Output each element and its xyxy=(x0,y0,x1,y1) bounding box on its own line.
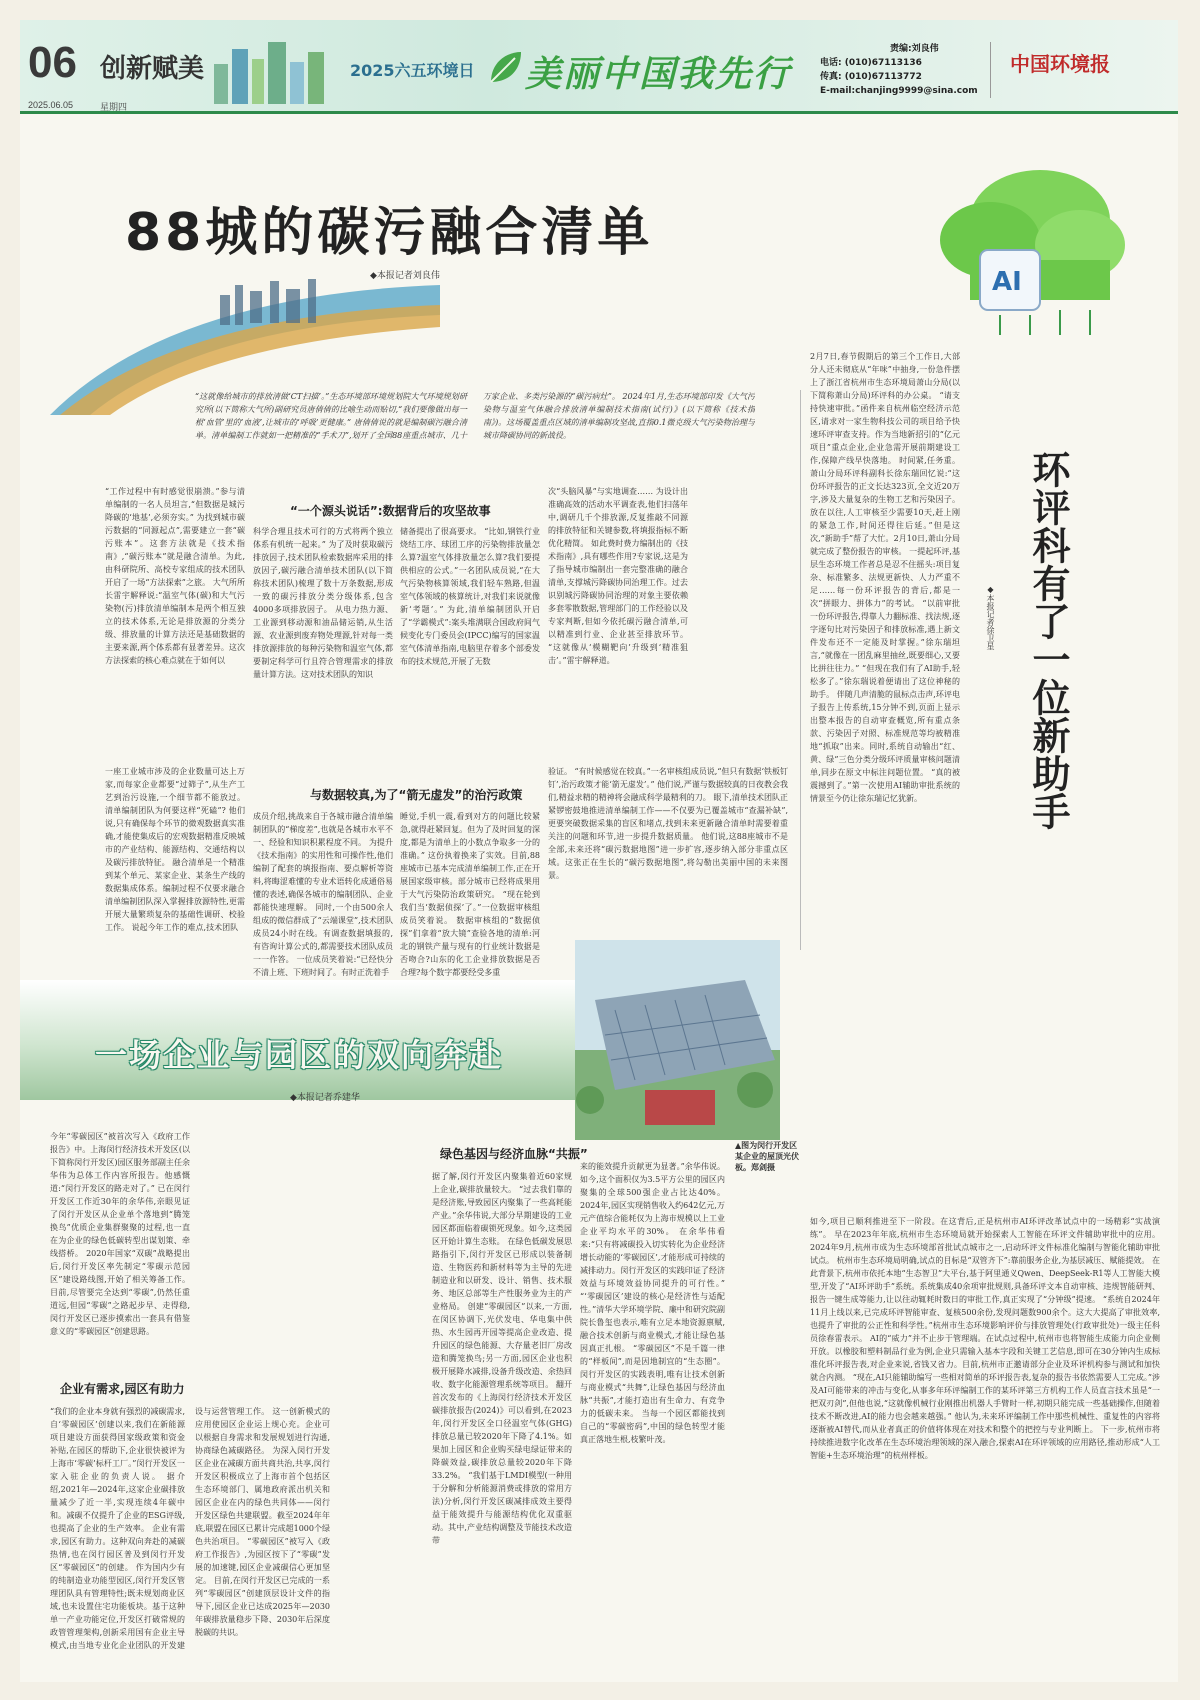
masthead xyxy=(20,20,1178,114)
masthead-divider xyxy=(990,42,991,98)
article1-headline: 88城的碳污融合清单 xyxy=(125,203,654,263)
newspaper-page xyxy=(20,20,1178,1682)
column-title: 美丽中国我先行 xyxy=(525,53,792,95)
phone-line: 电话: (010)67113136 xyxy=(820,58,922,68)
industrial-park-photo xyxy=(575,940,780,1140)
article1-col1: “工作过程中有时感觉很崩溃。”参与清单编制的一名人员坦言,“但数据是城污降碳的‘地基’,必须夯实。” 为找到城市碳污数据的“同源起点”,需要建立一套“碳污账本”。这套方法就是《技术指南》,“碳污账本”就是融合清单。为此,由科研院所、高校专家组成的技术团队开启了一场“方法探索”之旅。 大气所所长雷宇解释说:“温室气体(碳)和大气污染物(污)排放清单编制本是两个相互独立的技术体系,无论是排放源的分类分级、排放量的计算方法还是基础数据的主要来源,两个体系都有显著差异。这次方法探索的核心难点就在于如何以 xyxy=(105,487,245,665)
editor-line: 责编:刘良伟 xyxy=(890,44,939,54)
contact-block xyxy=(820,42,978,98)
column-rule xyxy=(800,390,801,950)
article3-headline: 一场企业与园区的双向奔赴 xyxy=(95,1036,504,1074)
article2-headline: 环评科有了一位新助手 xyxy=(1026,450,1070,830)
article1-col6: 成员介绍,挑战来自于各城市融合清单编制团队的“梯度差”,也就是各城市水平不一、经验和知识积累程度不同。 为提升《技术指南》的实用性和可操作性,他们编制了配套的填报指南、要点解析等资料,将晦涩难懂的专业术语转化成通俗易懂的表述,确保各城市的编制团队、企业都能快速理解。 同时,一个由500余人组成的微信群成了“云端课堂”,技术团队成员24小时在线。有调查数据填报的,有咨询计算公式的,都需要技术团队成员一一作答。 一位成员笑着说:“已经快分不清上班、下班时间了。有时正洗着手 xyxy=(253,812,393,977)
article3-col2: “我们的企业本身就有强烈的减碳需求,自‘零碳园区’创建以来,我们在新能源项目建设方面获得国家级政策和资金补贴,在园区的帮助下,企业很快被评为上海市‘零碳’标杆工厂。”闵行开发区一家入驻企业的负责人说。 据介绍,2021年—2024年,这家企业碳排放量减少了近一半,实现连续4年碳中和。减碳不仅提升了企业的ESG评级,也提高了企业的生产效率。 企业有需求,园区有助力。这种双向奔赴的减碳热情,也在闵行园区普及到闵行开发区“零碳园区”的创建。 作为国内少有的纯制造业功能型园区,闵行开发区管理团队具有管理特性;既未规划商业区域,也未设置住宅功能板块。基于这种单一产业功能定位,开发区打破常规的政管管理架构,创新采用国有企业主导模式,由当地专业化企业团队的开发建设与运营管理工作。 这一创新模式的应用使园区企业运上规心充。企业可以根据自身需求和发展规划进行沟通,协商绿色减碳路径。 为深入闵行开发区企业在减碳方面共商共治,共享,闵行开发区积极成立了上海市首个包括区生态环境部门、属地政府派出机关和园区企业在内的绿色共同体——闵行开发区绿色共建联盟。截至2024年年底,联盟在园区已累计完成超1000个绿色共治项目。 “零碳园区”被写入《政府工作报告》,为园区按下了“零碳”发展的加速键,园区企业减碳信心更加坚定。 目前,在闵行开发区已完成的一系列“零碳园区”创建顶层设计文件的指导下,园区企业已达成2025年—2030年碳排放量稳步下降、2030年后深度脱碳的共识。 xyxy=(50,1407,330,1650)
leaf-icon xyxy=(485,48,525,88)
email-line: E-mail:chanjing9999@sina.com xyxy=(820,86,978,96)
article3-subhead1: 企业有需求,园区有助力 xyxy=(60,1382,185,1396)
article2-byline: ◆本报记者徐卫星 xyxy=(986,585,995,650)
photo-caption: ▲图为闵行开发区某企业的屋顶光伏板。郑剑摄 xyxy=(735,1141,799,1172)
article1-subhead1: “一个源头说话”:数据背后的攻坚故事 xyxy=(290,504,491,518)
svg-text:AI: AI xyxy=(992,267,1022,297)
article1-col2: 科学合理且技术可行的方式将两个独立体系有机统一起来。” 为了及时获取碳污排放因子,技术团队检索数据库采用的排放因子,碳污融合清单技术团队(以下简称技术团队)梳理了数十万条数据,形成一致的碳污排放分类分级体系,包含4000多项排放因子。 从电力热力源、工业源到移动源和油品储运销,从生活源、农业源到废弃物处理源,针对每一类排放源排放的每种污染物和温室气体,都要制定科学可行且符合管理需求的排放量计算方法。这对技术团队的知识 xyxy=(253,527,393,679)
article1-subhead2: 与数据较真,为了“箭无虚发”的治污政策 xyxy=(310,788,523,802)
fax-line: 传真: (010)67113772 xyxy=(820,72,922,82)
article1-byline: ◆本报记者刘良伟 xyxy=(370,271,440,281)
article2-col1: 2月7日,春节假期后的第三个工作日,大部分人还未彻底从“年味”中抽身,一份急件摆上了浙江省杭州市生态环境局萧山分局(以下简称萧山分局)环评科的办公桌。 “请支持快速审批。”函件来自杭州临空经济示范区,请求对一家生物科技公司的项目给予快速环评审查支持。作为当地新招引的“亿元项目”重点企业,企业急需开展前期建设工作,保障产线早快落地。 时间紧,任务重。萧山分局环评科副科长徐东瑞回忆说:“这份环评报告的正文长达323页,全文近20万字,涉及大量复杂的生物工艺和污染因子。放在以往,人工审核至少需要10天,赶上刚的紧急工作,时间还得往后延。”但是这次,“新助手”帮了大忙。2月10日,萧山分局就完成了整份报告的审核。 一提起环评,基层生态环境工作者总是忍不住摇头:项目复杂、标准繁多、法规更新快、人力严重不足……每一份环评报告的背后,都是一次“拼眼力、拼体力”的考试。 “以前审批一份环评报告,得靠人力翻标准、找法规,逐字逐句比对污染因子和排放标准,遇上新文件发布还不一定能及时掌握。”徐东瑞坦言,“就像在一团乱麻里抽丝,既要细心,又要比拼往往力。” “但现在我们有了AI助手,轻松多了。”徐东瑞说着便请出了这位神秘的助手。 伴随几声清脆的鼠标点击声,环评电子报告上传系统,15分钟不到,页面上显示出整本报告的自动审查概览,所有重点条款、污染因子对照、标准规范等均被精准地“抓取”出来。同时,系统自动输出“红、黄、绿”三色分类分级环评质量审核问题清单,同步在原文中标注问题位置。 “真的被震撼到了。”第一次使用AI辅助审批系统的情景至今仍让徐东瑞记忆犹新。 xyxy=(810,352,960,803)
article1-lead: “这就像给城市的排放清做‘CT扫描’。”生态环境部环境规划院大气环境规划研究所(以下简称大气所)副研究员唐倩倩的比喻生动而贴切,“我们要像做出每一根‘血管’里的‘血液’,让城市的‘呼吸’更健康。” 唐倩倩说的就是编制碳污融合清单。清单编制工作就如一把精准的“手术刀”,划开了全国88座重点城市、几十万家企业、多类污染源的“碳污病灶”。 2024年1月,生态环境部印发《大气污染物与温室气体融合排放清单编制技术指南(试行)》(以下简称《技术指南》)。这场覆盖重点区域的清单编制攻坚战,直指0.1微克级大气污染物治理与城市降碳协同的新战役。 xyxy=(195,392,755,440)
column-tag: 2025六五环境日 xyxy=(350,61,475,80)
article1-col8: 验证。 “有时候感觉在较真。”一名审核组成员说,“但只有数据‘铁板钉钉’,治污政策才能‘箭无虚发’。” 他们说,严谨与数据较真的日夜教会我们,精益求精的精神将会融成科学最精利的刀。 眼下,清单技术团队正紧锣密鼓地推进清单编制工作——不仅要为已覆盖城市“查漏补缺”,更要突破数据采集的盲区和堵点,找到未来更新融合清单时需要着重关注的问题和环节,进一步提升数据质量。 他们说,这88座城市不是全部,未来还将“碳污数据地图”进一步扩容,逐步纳入部分非重点区域。这张正在生长的“碳污数据地图”,将勾勒出美丽中国的未来图景。 xyxy=(548,767,788,880)
article3-byline: ◆本报记者乔建华 xyxy=(290,1093,360,1103)
article1-col4: 次“头脑风暴”与实地调查…… 为设计出准确高效的活动水平调查表,他们扫荡年中,调研几千个排放源,反复推敲不同源的排放特征和关键参数,将填报指标不断优化精简。 如此费时费力编制出的《技术指南》,具有哪些作用?专家说,这是为了指导城市编制出一套完整准确的融合清单,支撑城污降碳协同治理工作。过去识别城污降碳协同治理的对象主要依赖多套零散数据,管理部门的工作经验以及专家判断,但如今依托碳污融合清单,可以精准到行业、企业甚至排放环节。 “这就像从‘模糊靶向’升级到‘精准狙击’。”雷宇解释道。 xyxy=(548,487,688,665)
article1-col7: 睡觉,手机一震,看到对方的问题比较紧急,就得赶紧回复。但为了及时回复的深度,都是为清单上的小数点争取多一分的准确。” 这份执着换来了实效。目前,88座城市已基本完成清单编制工作,正在开展国家级审核。部分城市已经将成果用于大气污染防治政策研究。 “现在轮到我们当‘数据侦探’了。”一位数据审核组成员笑着说。 数据审核组的“数据侦探”们拿着“放大镜”查验各地的清单:河北的钢铁产量与现有的行业统计数据是否吻合?山东的化工企业排放数据是否合理?每个数字都要经受多重 xyxy=(400,812,540,977)
article3-subhead2: 绿色基因与经济血脉“共振” xyxy=(440,1147,588,1161)
article3-col1: 今年“零碳园区”被首次写入《政府工作报告》中。上海闵行经济技术开发区(以下简称闵行开发区)园区服务部副主任余华伟为总体工作内容所报告。他感慨道:“闵行开发区的路走对了。” 已在闵行开发区工作近30年的余华伟,亲眼见证了闵行开发区从企业单个落地到“腾笼换鸟”优质企业集群聚聚的过程,也一直在为企业的绿色低碳转型出谋划策、牵线搭桥。 2020年国家“双碳”战略提出后,闵行开发区率先制定“零碳示范园区”建设路线图,开始了相关筹备工作。 目前,尽管要完全达到“零碳”,仍然任重道远,但园“零碳”之路起步早、走得稳,闵行开发区已逐步摸索出一套具有借鉴意义的“零碳园区”创建思路。 xyxy=(50,1132,190,1336)
article1-col5: 一座工业城市涉及的企业数量可达上万家,而每家企业都要“过筛子”,从生产工艺到治污设施,一个细节都不能放过。 清单编制团队为何要这样“死磕”? 他们说,只有确保每个环节的微观数据真实准确,才能使集成后的宏观数据精准反映城市的产业结构、能源结构、交通结构以及碳污排放特征。 融合清单是一个精准到某个单元、某家企业、某条生产线的数据集成体系。编制过程不仅要求融合清单编制团队深入掌握排放源特性,更需开展大量繁琐复杂的基础性调研、校验工作。 说起今年工作的难点,技术团队 xyxy=(105,767,245,932)
ai-cloud-illustration xyxy=(920,150,1130,340)
section-title: 创新赋美 xyxy=(100,54,205,84)
issue-date: 2025.06.05 xyxy=(28,100,74,110)
article3-col4: 来的能效提升贡献更为显著。”余华伟说。 如今,这个面积仅为3.5平方公里的园区内聚集的全球500强企业占比达40%。2024年,园区实现销售收入约642亿元,万元产值综合能耗仅为上海市规模以上工业企业平均水平的30%。 在余华伟看来:“只有将减碳投入切实转化为企业经济增长动能的‘零碳园区’,才能形成可持续的减排动力。闵行开发区的实践印证了经济效益与环境效益协同提升的可行性。” “‘零碳园区’建设的核心是经济性与适配性。”清华大学环境学院、廉中和研究院副院长鲁玺也表示,唯有立足本地资源禀赋,融合技术创新与商业模式,才能让绿色基因真正扎根。 “零碳园区”不是千篇一律的“样板间”,而是因地制宜的“生态圈”。闵行开发区的实践表明,唯有让技术创新与商业模式“共舞”,让绿色基因与经济血脉“共振”,才能打造出有生命力、有竞争力的低碳未来。 当每一个园区都能找到自己的“零碳密码”,中国的绿色转型才能真正落地生根,枝繁叶茂。 xyxy=(580,1162,725,1444)
article2-col2: 如今,项目已顺利推进至下一阶段。在这背后,正是杭州市AI环评改革试点中的一场精彩“实战演练”。 早在2023年年底,杭州市生态环境局就开始探索人工智能在环评文件辅助审批中的应用。2024年9月,杭州市成为生态环境部首批试点城市之一,启动环评文件标准化编制与智能化辅助审批试点。 杭州市生态环境局明确,试点的目标是“双管齐下”:靠前服务企业,为基层减压、赋能提效。 在此背景下,杭州市依托本地“生态智卫”大平台,基于阿里通义Qwen、DeepSeek-R1等人工智能大模型,开发了“AI环评助手”系统。系统集成40余项审批规则,具备环评文本自动审核、违规智能研判、报告一键生成等能力,让以往动辄耗时数日的审批工作,真正实现了“分钟级”提速。 “系统自2024年11月上线以来,已完成环评智能审查、复核500余份,发现问题数900余个。这大大提高了审批效率,也提升了审批的公正性和科学性。”杭州市生态环境影响评价与排放管理处(行政审批处)一级主任科员徐春雷表示。 AI的“威力”并不止步于管理端。在试点过程中,杭州市也将智能生成能力向企业侧开放。以橡胶和塑料制品行业为例,企业只需输入基本字段和关键工艺信息,即可在30分钟内生成标准化环评报告表,对企业来说,省钱又省力。目前,杭州市正邀请部分企业及环评机构参与测试和加快就合内测。 “现在,AI只能辅助编写一些相对简单的环评报告表,复杂的报告书依然需要人工完成。”涉及AI可能带来的冲击与变化,从事多年环评编制工作的某环评第三方机构工作人员直言技术虽是“一把双刃剑”,但他也说,“这就像机械行业刚推出机器人手臂时一样,初期只能完成一些基础操作,但随着技术不断改进,AI的能力也会越来越强。” 他认为,未来环评编制工作中那些机械性、重复性的内容将逐渐被AI替代,而从业者真正的价值将体现在对技术和整个的把控与专业判断上。 下一步,杭州市将持续推进数字化改革在生态环境治理领域的深入融合,探索AI在环评领域的应用路径,推动形成“人工智能+生态环境治理”的杭州样板。 xyxy=(810,1217,1160,1460)
article3-col2b xyxy=(270,1130,420,1400)
page-number: 06 xyxy=(28,38,77,87)
article1-col3: 储备提出了很高要求。 “比如,钢铁行业烧结工序、球团工序的污染物排放量怎么算?温室气体排放量怎么算?我们要提供相应的公式。”一名团队成员说,“在大气污染物核算领域,我们轻车熟路,但温室气体领域的核算统计,对我们来说就像新‘考题’。” 为此,清单编制团队开启了“学霸模式”:案头堆满联合国政府间气候变化专门委员会(IPCC)编写的国家温室气体清单指南,电脑里存着多个部委发布的技术规范,开展了无数 xyxy=(400,527,540,666)
issue-weekday: 星期四 xyxy=(100,103,128,113)
newspaper-name: 中国环境报 xyxy=(1010,52,1110,76)
city-buildings-icon xyxy=(210,34,330,104)
article3-col3: 据了解,闵行开发区内聚集着近60家规上企业,碳排放量较大。 “过去我们靠的是经济账,导致园区内聚集了一些高耗能产业。”余华伟说,大部分早期建设的工业园区都面临着碳锁死现象。如今,这类园区开始计算生态账。 在绿色低碳发展思路指引下,闵行开发区已形成以装备制造、生物医药和新材料等为主导的先进制造业和以研发、设计、销售、技术服务、地区总部等生产性服务业为主的产业格局。 创建“零碳园区”以来,一方面,在闵区协调下,光伏发电、华电集中供热、水生园再开园等提高企业改造、提升园区的绿色能源、大存量老旧厂房改造和腾笼换鸟;另一方面,园区企业也积极开展降水减排,设备升级改造、余热回收、数字化能源管理系统等项目。 翻开首次发布的《上海闵行经济技术开发区碳排放报告(2024)》可以看到,在2023年,闵行开发区全口径温室气体(GHG)排放总量已较2020年下降了4.1%。如果加上园区和企业购买绿电绿证带来的降碳效益,碳排放总量较2020年下降33.2%。 “我们基于LMDI模型(一种用于分解和分析能源消费或排放的常用方法)分析,闵行开发区碳减排成效主要得益于能效提升与能源结构优化双重驱动。其中,产业结构调整及节能技术改造带 xyxy=(432,1172,572,1545)
